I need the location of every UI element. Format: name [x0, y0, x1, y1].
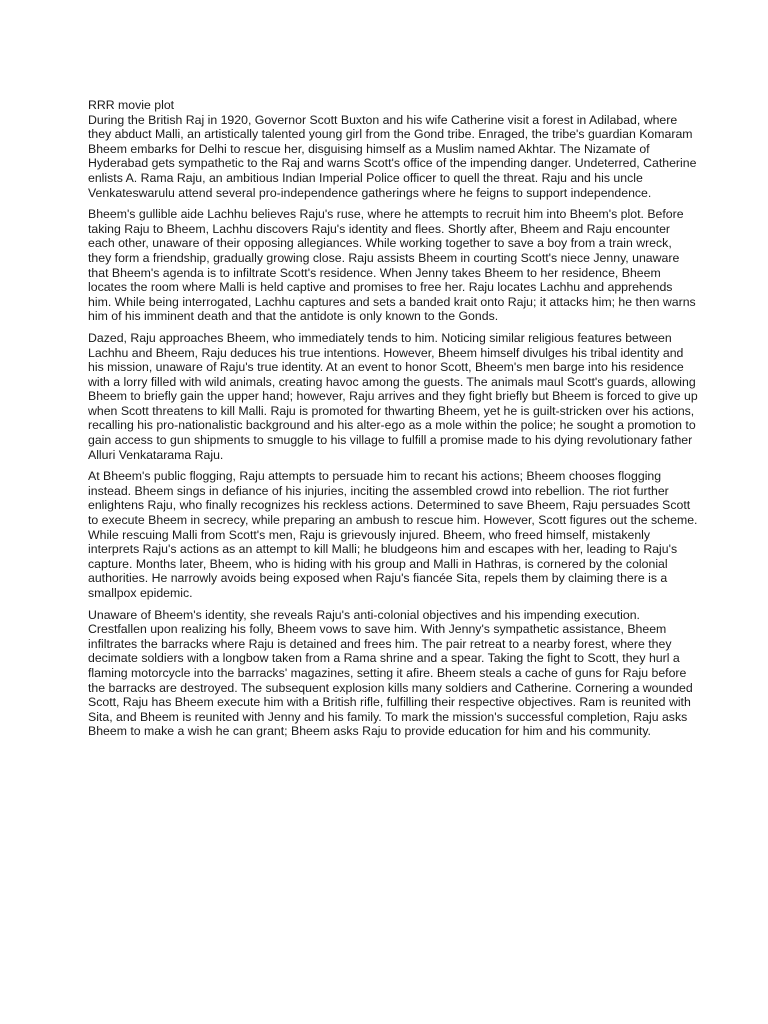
paragraph-5: Unaware of Bheem's identity, she reveals Raju's anti-colonial objectives and his impending execution. Crestfallen upon realizing his folly, Bheem vows to save him. With Jenny's sympathetic assistance, Bheem infiltrates the barracks where Raju is detained and frees him. The pair retreat to a nearby forest, where they decimate soldiers with a longbow taken from a Rama shrine and a spear. Taking the fight to Scott, they hurl a flaming motorcycle into the barracks' magazines, setting it afire. Bheem steals a cache of guns for Raju before the barracks are destroyed. The subsequent explosion kills many soldiers and Catherine. Cornering a wounded Scott, Raju has Bheem execute him with a British rifle, fulfilling their respective objectives. Ram is reunited with Sita, and Bheem is reunited with Jenny and his family. To mark the mission's successful completion, Raju asks Bheem to make a wish he can grant; Bheem asks Raju to provide education for him and his community.: [88, 607, 693, 739]
paragraph-4: At Bheem's public flogging, Raju attempts to persuade him to recant his actions; Bheem chooses flogging instead. Bheem sings in defiance of his injuries, inciting the assembled crowd into rebellion. The riot further enlightens Raju, who finally recognizes his reckless actions. Determined to save Bheem, Raju persuades Scott to execute Bheem in secrecy, while preparing an ambush to rescue him. However, Scott figures out the scheme. While rescuing Malli from Scott's men, Raju is grievously injured. Bheem, who freed himself, mistakenly interprets Raju's actions as an attempt to kill Malli; he bludgeons him and escapes with her, leading to Raju's capture. Months later, Bheem, who is hiding with his group and Malli in Hathras, is cornered by the colonial authorities. He narrowly avoids being exposed when Raju's fiancée Sita, repels them by claiming there is a smallpox epidemic.: [88, 469, 698, 600]
paragraph-2: Bheem's gullible aide Lachhu believes Raju's ruse, where he attempts to recruit him into Bheem's plot. Before taking Raju to Bheem, Lachhu discovers Raju's identity and flees. Shortly after, Bheem and Raju encounter each other, unaware of their opposing allegiances. While working together to save a boy from a train wreck, they form a friendship, gradually growing close. Raju assists Bheem in courting Scott's niece Jenny, unaware that Bheem's agenda is to infiltrate Scott's residence. When Jenny takes Bheem to her residence, Bheem locates the room where Malli is held captive and promises to free her. Raju locates Lachhu and apprehends him. While being interrogated, Lachhu captures and sets a banded krait onto Raju; it attacks him; he then warns him of his imminent death and that the antidote is only known to the Gonds.: [88, 207, 696, 324]
document-title: RRR movie plot: [88, 98, 175, 112]
paragraph-1: During the British Raj in 1920, Governor Scott Buxton and his wife Catherine visit a forest in Adilabad, where they abduct Malli, an artistically talented young girl from the Gond tribe. Enraged, the tribe's guardian Komaram Bheem embarks for Delhi to rescue her, disguising himself as a Muslim named Akhtar. The Nizamate of Hyderabad gets sympathetic to the Raj and warns Scott's office of the impending danger. Undeterred, Catherine enlists A. Rama Raju, an ambitious Indian Imperial Police officer to quell the threat. Raju and his uncle Venkateswarulu attend several pro-independence gatherings where he feigns to support independence.: [88, 112, 697, 200]
document-page: [88, 98, 698, 746]
paragraph-3: Dazed, Raju approaches Bheem, who immediately tends to him. Noticing similar religious features between Lachhu and Bheem, Raju deduces his true intentions. However, Bheem himself divulges his tribal identity and his mission, unaware of Raju's true identity. At an event to honor Scott, Bheem's men barge into his residence with a lorry filled with wild animals, creating havoc among the guests. The animals maul Scott's guards, allowing Bheem to briefly gain the upper hand; however, Raju arrives and they fight briefly but Bheem is forced to give up when Scott threatens to kill Malli. Raju is promoted for thwarting Bheem, yet he is guilt-stricken over his actions, recalling his pro-nationalistic background and his alter-ego as a mole within the police; he sought a promotion to gain access to gun shipments to smuggle to his village to fulfill a promise made to his dying revolutionary father Alluri Venkatarama Raju.: [88, 330, 698, 462]
